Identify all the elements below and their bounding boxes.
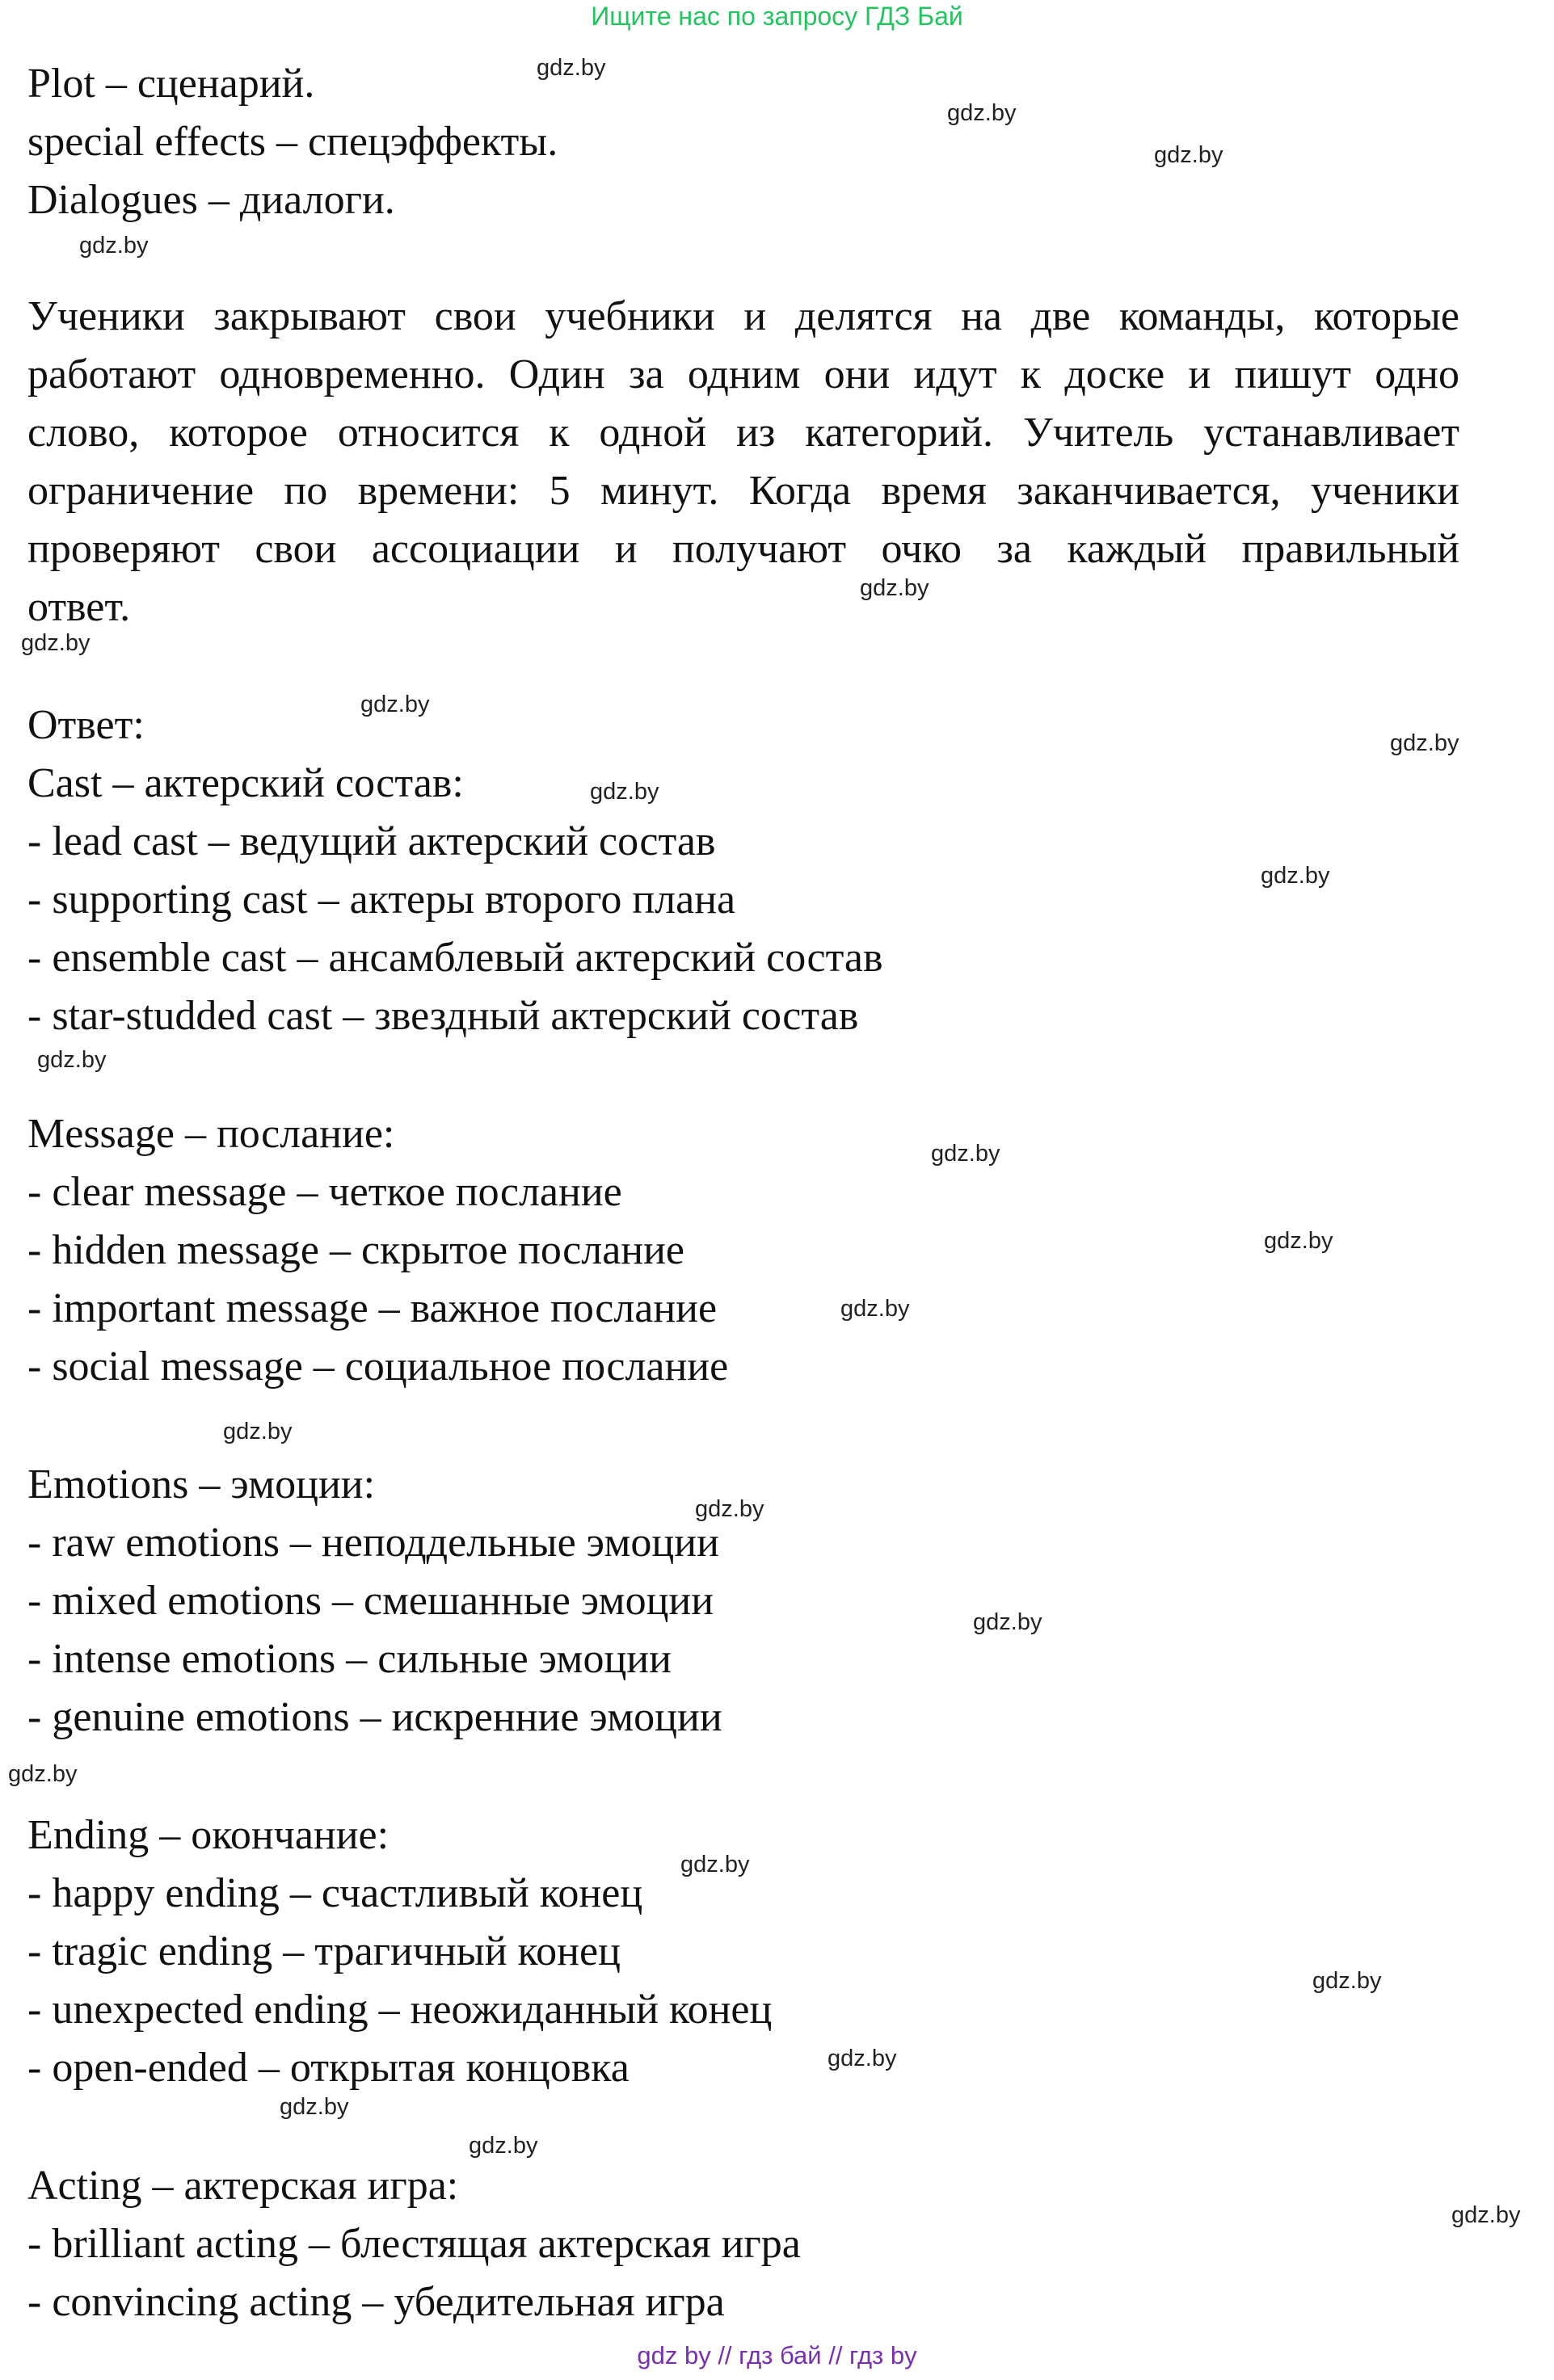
list-item: - convincing acting – убедительная игра <box>27 2279 725 2325</box>
list-item: - brilliant acting – блестящая актерская игра <box>27 2221 801 2267</box>
watermark: gdz.by <box>828 2046 897 2071</box>
watermark: gdz.by <box>280 2094 349 2120</box>
vocab-line: Dialogues – диалоги. <box>27 177 395 223</box>
list-item: - star-studded cast – звездный актерский состав <box>27 993 859 1039</box>
list-item: - hidden message – скрытое послание <box>27 1227 685 1273</box>
section-heading-message: Message – послание: <box>27 1111 395 1157</box>
list-item: - lead cast – ведущий актерский состав <box>27 818 716 864</box>
answer-label: Ответ: <box>27 702 145 748</box>
watermark: gdz.by <box>860 575 929 601</box>
instructions-line: Ученики закрывают свои учебники и делятся на две команды, которые <box>27 293 1459 339</box>
instructions-line: слово, которое относится к одной из категорий. Учитель устанавливает <box>27 410 1459 456</box>
watermark: gdz.by <box>79 233 149 259</box>
watermark: gdz.by <box>469 2133 538 2159</box>
instructions-line: проверяют свои ассоциации и получают очко за каждый правильный <box>27 526 1459 572</box>
list-item: - clear message – четкое послание <box>27 1169 622 1215</box>
instructions-line: ограничение по времени: 5 минут. Когда время заканчивается, ученики <box>27 468 1459 514</box>
watermark: gdz.by <box>973 1609 1042 1635</box>
footer-links: gdz by // гдз бай // гдз by <box>637 2341 917 2369</box>
vocab-line: special effects – спецэффекты. <box>27 119 558 165</box>
list-item: - genuine emotions – искренние эмоции <box>27 1694 722 1740</box>
section-heading-acting: Acting – актерская игра: <box>27 2163 459 2209</box>
watermark: gdz.by <box>931 1141 1000 1167</box>
list-item: - raw emotions – неподдельные эмоции <box>27 1520 719 1566</box>
instructions-line: ответ. <box>27 584 131 630</box>
watermark: gdz.by <box>1390 730 1459 756</box>
watermark: gdz.by <box>590 779 659 805</box>
list-item: - intense emotions – сильные эмоции <box>27 1636 672 1682</box>
watermark: gdz.by <box>8 1761 78 1787</box>
watermark: gdz.by <box>1261 863 1330 889</box>
watermark: gdz.by <box>1264 1228 1333 1254</box>
list-item: - important message – важное послание <box>27 1285 718 1331</box>
watermark: gdz.by <box>1451 2202 1521 2228</box>
list-item: - mixed emotions – смешанные эмоции <box>27 1578 714 1624</box>
watermark: gdz.by <box>1312 1968 1382 1994</box>
watermark: gdz.by <box>695 1496 764 1522</box>
watermark: gdz.by <box>680 1852 750 1878</box>
section-heading-cast: Cast – актерский состав: <box>27 760 464 806</box>
vocab-line: Plot – сценарий. <box>27 61 315 107</box>
watermark: gdz.by <box>947 100 1017 126</box>
section-heading-ending: Ending – окончание: <box>27 1812 390 1858</box>
watermark: gdz.by <box>37 1047 107 1073</box>
watermark: gdz.by <box>1154 142 1223 168</box>
watermark: gdz.by <box>360 692 430 717</box>
list-item: - unexpected ending – неожиданный конец <box>27 1987 773 2033</box>
list-item: - ensemble cast – ансамблевый актерский состав <box>27 935 883 981</box>
watermark: gdz.by <box>840 1296 910 1322</box>
section-heading-emotions: Emotions – эмоции: <box>27 1461 376 1507</box>
watermark: gdz.by <box>223 1419 293 1444</box>
list-item: - social message – социальное послание <box>27 1343 729 1390</box>
instructions-line: работают одновременно. Один за одним они идут к доске и пишут одно <box>27 351 1459 397</box>
watermark: gdz.by <box>21 630 91 656</box>
list-item: - open-ended – открытая концовка <box>27 2045 630 2091</box>
list-item: - happy ending – счастливый конец <box>27 1870 643 1916</box>
site-search-hint: Ищите нас по запросу ГДЗ Бай <box>591 2 963 31</box>
watermark: gdz.by <box>537 55 606 81</box>
list-item: - tragic ending – трагичный конец <box>27 1928 621 1974</box>
list-item: - supporting cast – актеры второго плана <box>27 877 736 923</box>
